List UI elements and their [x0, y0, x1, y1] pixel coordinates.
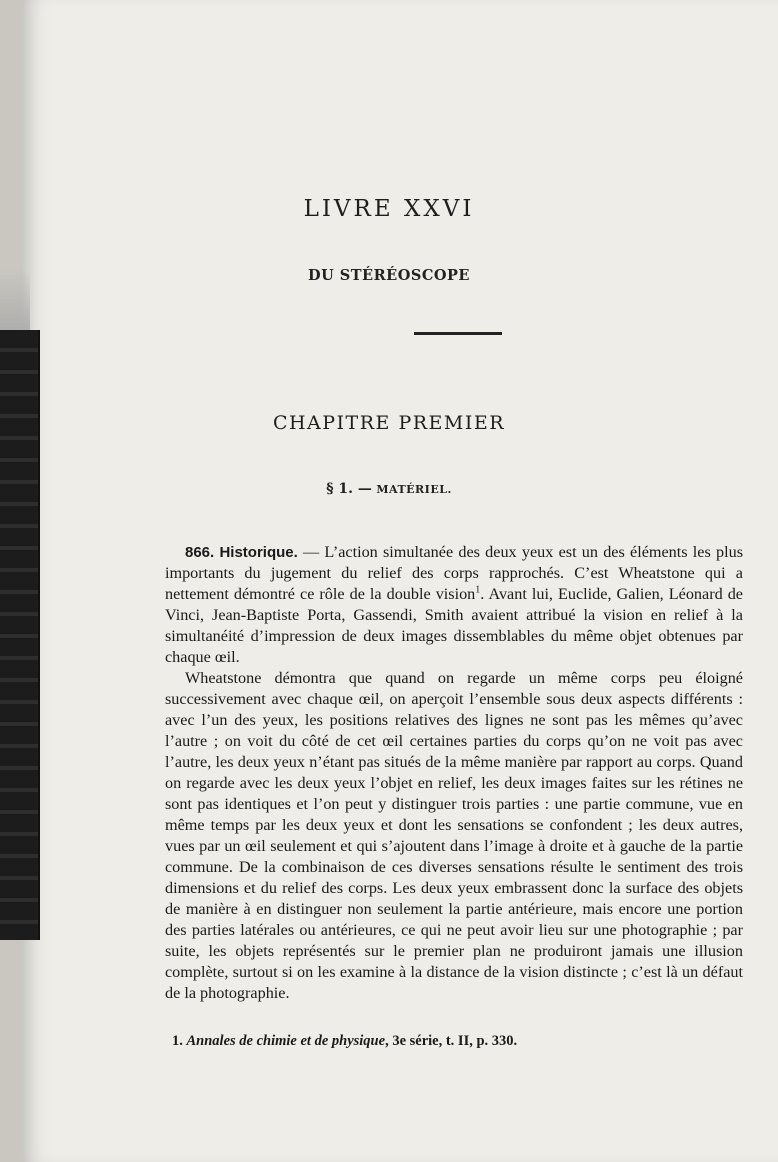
book-subtitle: DU STÉRÉOSCOPE	[308, 267, 470, 284]
chapter-title: CHAPITRE PREMIER	[272, 412, 506, 434]
paragraph-text-continued: . Avant lui, Euclide, Galien, Léonard de Vinci, Jean-Baptiste Porta, Gassendi, Smith avaient attribué la vision en relief à la simultanéité d’impression de deux images dissemblables du même objet obtenues par chaque œil.	[165, 585, 743, 666]
footnote-citation: , 3e série, t. II, p. 330.	[385, 1033, 518, 1049]
paragraph-text: — L’action simultanée des deux yeux est un des éléments les plus importants du jugement du relief des corps rapprochés. C’est Wheatstone qui a nettement démontré ce rôle de la double vision	[165, 543, 743, 603]
paragraph-number: 866.	[185, 544, 215, 561]
footnote	[172, 1033, 742, 1050]
book-title: LIVRE XXVI	[303, 196, 475, 222]
body-text	[165, 542, 743, 1004]
paragraph-heading: Historique.	[219, 544, 298, 561]
footnote-number: 1.	[172, 1033, 183, 1049]
section-title: MATÉRIEL.	[376, 483, 452, 496]
footnote-reference: 1	[475, 584, 481, 596]
paragraph	[165, 542, 743, 668]
section-number: § 1. —	[326, 481, 372, 497]
title-divider	[414, 332, 502, 335]
section-heading	[0, 481, 778, 497]
paragraph: Wheatstone démontra que quand on regarde un même corps peu éloigné successivement avec chaque œil, on aperçoit l’ensemble sous deux aspects différents : avec l’un des yeux, les positions relatives des lignes ne sont pas les mêmes qu’avec l’autre ; on voit du côté de cet œil certaines parties du corps qu’on ne voit pas avec l’autre, les deux yeux n’étant pas situés de la même manière par rapport au corps. Quand on regarde avec les deux yeux l’objet en relief, les deux images faites sur les rétines ne sont pas identiques et l’on peut y distinguer trois parties : une partie commune, vue en même temps par les deux yeux et dont les sensations se confondent ; les deux autres, vues par un œil seulement et qui s’ajoutent dans l’image à droite et à gauche de la partie commune. De la combinaison de ces diverses sensations résulte le sentiment des trois dimensions et du relief des corps. Les deux yeux embrassent donc la surface des objets de manière à en distinguer non seulement la partie antérieure, mais encore une portion des parties latérales ou antérieures, ce qui ne peut avoir lieu sur une photographie ; par suite, les objets représentés sur le premier plan ne produiront jamais une illusion complète, surtout si on les examine à la distance de la vision distincte ; c’est là un défaut de la photographie.	[165, 669, 743, 1002]
footnote-journal-title: Annales de chimie et de physique	[186, 1033, 386, 1049]
